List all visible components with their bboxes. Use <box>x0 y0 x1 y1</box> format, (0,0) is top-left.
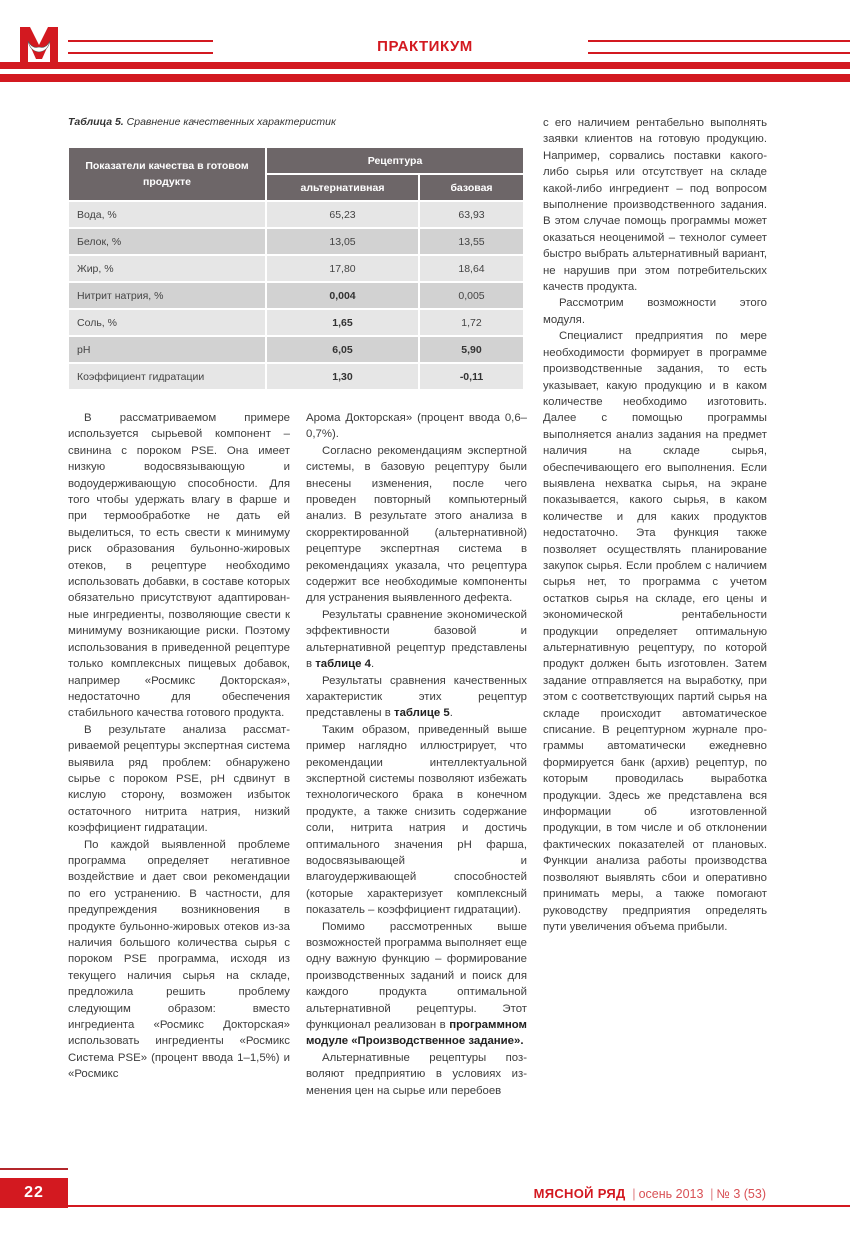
section-title: ПРАКТИКУМ <box>377 38 473 55</box>
table-row <box>69 364 523 389</box>
table-row <box>69 337 523 362</box>
row-label: Нитрит натрия, % <box>69 283 265 308</box>
table-caption <box>68 116 336 128</box>
paragraph-text: . <box>370 658 375 671</box>
paragraph: В рассматриваемом примере используется сырьевой компонент – свинина с пороком PSE. Она имеет низкую водосвязывающую и водоудерживающую способности. Для того чтобы удержать влагу в фарше и при термообработке не дать ей выделиться, то есть свести к минимуму риск образования бульонно-жировых отеков, в рецептуре необходимо использовать добавки, в составе которых обязательно присутствуют адаптированные ингредиенты, позволяющие свести к минимуму возникающие риски. Поэтому использования в приведенной рецептуре только комплексных пищевых добавок, например «Росмикс Докторская», недостаточно для обеспечения стабильного качества готового продукта. <box>68 412 290 720</box>
paragraph: Специалист предприятия по мере необходимости формирует в программе производственные задания, то есть указывает, какую продукцию и в каком количестве необходимо изготовить. Далее с помощью программы выполняется анализ задания на предмет наличия на складе сырья, обеспечивающего его выполнения. Если выявлена нехватка сырья, на экране показывается, какого сырья, в каком количестве и для каких продуктов недостаточно. Эта функция также позволяет осуществлять планирование закупок сырья. Если проблем с наличием сырья нет, то программа с учетом остатков сырья на складе, его цены и экономической рентабельности продукции определяет оптимальную альтернативную рецептуру, по которой продукт должен быть изготовлен. Затем задание отправляется на выработку, при этом с соответствующих партий сырья на складе происходит автоматическое списание. В рецептурном журнале программы автоматически ежедневно формируется банк (архив) рецептур, по которым проводилась выработка продукции. Здесь же представлена вся информации об изготовленной продукции, в том числе и об отклонении фактических показателей от плановых. Функции анализа работы производства позволяют выявлять сбои и оперативно принимать меры, а также помогают руководству предприятия определять пути увеличения объема прибыли. <box>543 330 767 933</box>
separator: | <box>632 1186 636 1201</box>
magazine-name: МЯСНОЙ РЯД <box>533 1186 626 1201</box>
row-label: Вода, % <box>69 202 265 227</box>
article-column-3 <box>543 115 767 935</box>
column-header-base: базовая <box>420 175 523 200</box>
paragraph: В результате анализа рассматриваемой рецептуры экспертная система выявила ряд проблем: обнаружено сырье с пороком PSE, pH сдвинут в кислую сторону, возможен избыток остаточного нитрита натрия, низкий коэффициент гидратации. <box>68 723 290 835</box>
cell-alternative: 1,30 <box>267 364 418 389</box>
row-label: Жир, % <box>69 256 265 281</box>
table-4-reference: таблице 4 <box>315 658 371 671</box>
footer-rule <box>68 1205 850 1207</box>
magazine-logo-icon <box>20 27 58 63</box>
table-caption-text: Сравнение качественных характеристик <box>123 116 336 128</box>
table-row <box>69 283 523 308</box>
paragraph <box>306 919 527 1050</box>
paragraph-text: Результаты сравнение экономической эффективности базовой и альтернативной рецептур представлены в <box>306 608 527 671</box>
magazine-issue-line <box>534 1186 766 1201</box>
cell-alternative: 1,65 <box>267 310 418 335</box>
cell-base: 5,90 <box>420 337 523 362</box>
cell-alternative: 6,05 <box>267 337 418 362</box>
paragraph: Альтернативные рецептуры позволяют предприятию в условиях изменения цен на сырье или перебоев <box>306 1051 527 1097</box>
paragraph-text: . <box>449 707 453 720</box>
cell-alternative: 17,80 <box>267 256 418 281</box>
cell-base: -0,11 <box>420 364 523 389</box>
header-rule <box>588 40 850 42</box>
paragraph <box>306 673 527 722</box>
issue-number: № 3 (53) <box>716 1187 766 1201</box>
issue-season: осень 2013 <box>638 1187 704 1201</box>
cell-base: 13,55 <box>420 229 523 254</box>
table-row <box>69 202 523 227</box>
header-rule <box>68 52 213 54</box>
row-label: Белок, % <box>69 229 265 254</box>
header-rule <box>68 40 213 42</box>
table-row <box>69 256 523 281</box>
row-label: pH <box>69 337 265 362</box>
header-band <box>0 62 850 69</box>
cell-alternative: 65,23 <box>267 202 418 227</box>
article-column-2 <box>306 410 527 1099</box>
row-label: Соль, % <box>69 310 265 335</box>
paragraph-text: Помимо рассмотренных выше возможностей программа выполняет еще одну важную функцию – формирование производственных заданий и поиск для каждого продукта оптимальной альтернативной рецептуры. Этот функционал реализован в <box>306 920 527 1032</box>
paragraph: Арома Докторская» (процент ввода 0,6–0,7%). <box>306 412 527 441</box>
cell-base: 18,64 <box>420 256 523 281</box>
table-row <box>69 310 523 335</box>
table-row <box>69 229 523 254</box>
cell-alternative: 13,05 <box>267 229 418 254</box>
quality-comparison-table <box>67 146 525 391</box>
footer-rule <box>0 1168 68 1170</box>
header-rule <box>588 52 850 54</box>
paragraph: Таким образом, приведенный выше пример наглядно иллюстрирует, что рекомендации интеллектуальной экспертной системы позволяют избежать технологического брака в конечном продукте, а также снизить содержание соли, нитрита натрия и достичь оптимального значения pH фарша, водосвязывающей и влагоудерживающей способностей (которые характеризует комплексный показатель – коэффициент гидратации). <box>306 723 527 917</box>
table-caption-label: Таблица 5. <box>68 116 124 128</box>
group-header-recipe: Рецептура <box>267 148 523 173</box>
cell-base: 63,93 <box>420 202 523 227</box>
page-number: 22 <box>24 1184 44 1201</box>
paragraph <box>306 607 527 673</box>
cell-base: 0,005 <box>420 283 523 308</box>
paragraph: с его наличием рентабельно выполнять заявки клиентов на готовую продукцию. Например, сорвались поставки какого-либо сырья или отсутствует на складе какой-либо ингредиент – под вопросом выполнение производственного задания. В этом случае помощь программы может оказаться неоценимой – технолог сумеет быстро выбрать альтернативный вариант, не нарушив при этом потребительских качеств продукта. <box>543 117 767 294</box>
module-name-emphasis: программном модуле «Производственное задание». <box>306 1019 527 1048</box>
paragraph: По каждой выявленной проблеме программа определяет негативное воздействие и дает свои рекомендации по его устранению. В частности, для предупреждения возникновения в продукте бульонно-жировых отеков из-за наличия большого количества сырья с пороком PSE программа, исходя из текущего наличия сырья на складе, предложила решить проблему следующим образом: вместо ингредиента «Росмикс Докторская» использовать ингредиенты «Росмикс Система PSE» (процент ввода 1–1,5%) и «Росмикс <box>68 838 290 1081</box>
cell-alternative: 0,004 <box>267 283 418 308</box>
separator: | <box>710 1186 714 1201</box>
column-header-alternative: альтернативная <box>267 175 418 200</box>
cell-base: 1,72 <box>420 310 523 335</box>
row-label: Коэффициент гидратации <box>69 364 265 389</box>
article-column-1 <box>68 410 290 1083</box>
paragraph: Согласно рекомендациям экспертной системы, в базовую рецептуру были внесены изменения, после чего проведен повторный компьютерный анализ. В результате этого анализа в скорректированной (альтернативной) рецептуре экспертная система в рекомендациях указала, что рецептура содержит все необходимые компоненты для устранения выявленного дефекта. <box>306 444 527 605</box>
header-band <box>0 74 850 82</box>
paragraph: Рассмотрим возможности этого модуля. <box>543 297 767 326</box>
table-5-reference: таблице 5 <box>393 707 450 720</box>
paragraph-text: Результаты сравнения качественных характеристик этих рецептур представлены в <box>306 674 527 720</box>
row-header: Показатели качества в готовом продукте <box>69 148 265 200</box>
